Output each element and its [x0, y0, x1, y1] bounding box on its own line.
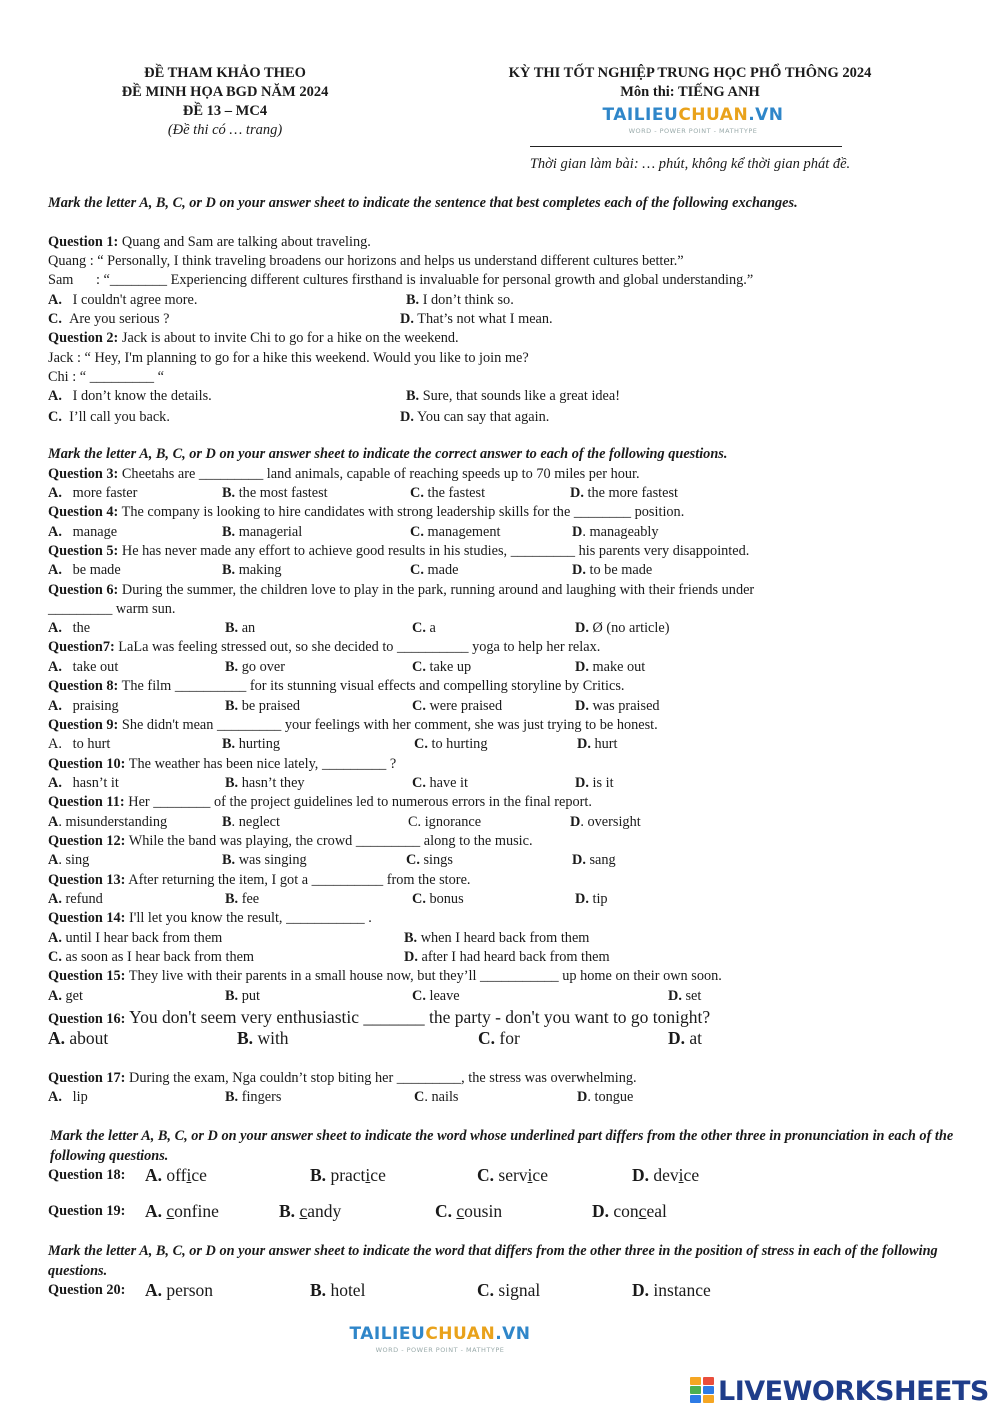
- q2-dialogue-chi: Chi : “ _________ “: [48, 369, 164, 385]
- q13-option-b[interactable]: B. fee: [225, 891, 260, 907]
- q17-option-c[interactable]: C. nails: [414, 1089, 459, 1105]
- q10-option-b[interactable]: B. hasn’t they: [225, 775, 305, 791]
- q6-option-b[interactable]: B. an: [225, 620, 256, 636]
- q9-option-a[interactable]: A. to hurt: [48, 736, 111, 752]
- q11-option-a[interactable]: A. misunderstanding: [48, 814, 168, 830]
- q13-option-d[interactable]: D. tip: [575, 891, 608, 907]
- q5-option-a[interactable]: A. be made: [48, 562, 121, 578]
- q14-option-d[interactable]: D. after I had heard back from them: [404, 949, 610, 965]
- q14-option-b[interactable]: B. when I heard back from them: [404, 930, 590, 946]
- question-5: Question 5: He has never made any effort to achieve good results in his studies, _________ his parents very disappointed.: [48, 543, 750, 559]
- tailieuchuan-logo-bottom: [340, 1325, 540, 1359]
- q18-option-b[interactable]: B. practice: [310, 1165, 386, 1185]
- q7-option-d[interactable]: D. make out: [575, 659, 646, 675]
- q11-option-b[interactable]: B. neglect: [222, 814, 280, 830]
- subject-title: Môn thi: TIẾNG ANH: [620, 84, 760, 100]
- question-9: Question 9: She didn't mean _________ your feelings with her comment, she was just trying to be honest.: [48, 717, 658, 733]
- q14-option-a[interactable]: A. until I hear back from them: [48, 930, 223, 946]
- q13-option-c[interactable]: C. bonus: [412, 891, 464, 907]
- tailieuchuan-logo: [593, 106, 793, 140]
- question-6: Question 6: During the summer, the children love to play in the park, running around and laughing with their friends under: [48, 582, 755, 598]
- question-6-cont: _________ warm sun.: [48, 601, 176, 617]
- q18-option-a[interactable]: A. office: [145, 1165, 207, 1185]
- q6-option-d[interactable]: D. Ø (no article): [575, 620, 670, 636]
- logo-word-3: .VN: [748, 105, 784, 125]
- question-17: Question 17: During the exam, Nga couldn’t stop biting her _________, the stress was overwhelming.: [48, 1070, 637, 1086]
- question-12: Question 12: While the band was playing, the crowd _________ along to the music.: [48, 833, 533, 849]
- q15-option-d[interactable]: D. set: [668, 988, 702, 1004]
- q9-option-c[interactable]: C. to hurting: [414, 736, 488, 752]
- q1-dialogue-quang: Quang : “ Personally, I think traveling broadens our horizons and helps us understand different cultures better.”: [48, 253, 684, 269]
- header-left-line2: ĐỀ MINH HỌA BGD NĂM 2024: [121, 84, 329, 100]
- logo-bottom-word-1: TAILIEU: [349, 1324, 426, 1344]
- q8-option-a[interactable]: A. praising: [48, 698, 119, 714]
- question-4: Question 4: The company is looking to hire candidates with strong leadership skills for the ________ position.: [48, 504, 685, 520]
- logo-bottom-tagline: WORD - POWER POINT - MATHTYPE: [375, 1346, 505, 1354]
- q10-option-d[interactable]: D. is it: [575, 775, 614, 791]
- logo-tagline: WORD - POWER POINT - MATHTYPE: [628, 127, 758, 135]
- q1-dialogue-sam: Sam : “________ Experiencing different cultures firsthand is invaluable for personal growth and global understanding.”: [48, 272, 754, 288]
- question-13: Question 13: After returning the item, I got a __________ from the store.: [48, 872, 471, 888]
- header-right: [470, 64, 910, 102]
- question-14: Question 14: I'll let you know the result, ___________ .: [48, 910, 372, 926]
- q8-option-c[interactable]: C. were praised: [412, 698, 503, 714]
- q6-option-c[interactable]: C. a: [412, 620, 436, 636]
- q6-option-a[interactable]: A. the: [48, 620, 91, 636]
- logo-word-2: CHUAN: [678, 105, 749, 125]
- q4-option-d[interactable]: D. manageably: [572, 524, 659, 540]
- q17-option-d[interactable]: D. tongue: [577, 1089, 634, 1105]
- q18-option-d[interactable]: D. device: [632, 1165, 700, 1185]
- liveworksheets-wordmark: LIVEWORKSHEETS: [718, 1375, 989, 1407]
- q8-option-d[interactable]: D. was praised: [575, 698, 660, 714]
- header-divider: [530, 146, 842, 147]
- q19-option-b[interactable]: B. candy: [279, 1201, 342, 1221]
- section-instruction-1: Mark the letter A, B, C, or D on your answer sheet to indicate the sentence that best completes each of the following exchanges.: [48, 195, 798, 211]
- q5-option-c[interactable]: C. made: [410, 562, 459, 578]
- q20-option-a[interactable]: A. person: [145, 1280, 214, 1300]
- q17-option-a[interactable]: A. lip: [48, 1089, 88, 1105]
- q2-option-a[interactable]: A. I don’t know the details.: [48, 388, 212, 404]
- q5-option-b[interactable]: B. making: [222, 562, 282, 578]
- q3-option-a[interactable]: A. more faster: [48, 485, 138, 501]
- liveworksheets-logo: [690, 1374, 989, 1408]
- q16-option-b[interactable]: B. with: [237, 1028, 289, 1048]
- q7-option-c[interactable]: C. take up: [412, 659, 472, 675]
- q7-option-a[interactable]: A. take out: [48, 659, 119, 675]
- q17-option-b[interactable]: B. fingers: [225, 1089, 282, 1105]
- q3-option-c[interactable]: C. the fastest: [410, 485, 486, 501]
- q16-option-a[interactable]: A. about: [48, 1028, 109, 1048]
- q9-option-b[interactable]: B. hurting: [222, 736, 280, 752]
- q9-option-d[interactable]: D. hurt: [577, 736, 618, 752]
- section-instruction-4: Mark the letter A, B, C, or D on your answer sheet to indicate the word that differs from the other three in the position of stress in each of the following questions.: [48, 1243, 938, 1279]
- question-10: Question 10: The weather has been nice lately, _________ ?: [48, 756, 397, 772]
- q3-option-b[interactable]: B. the most fastest: [222, 485, 328, 501]
- question-15: Question 15: They live with their parents in a small house now, but they’ll ___________ up home on their own soon.: [48, 968, 722, 984]
- question-7: Question7: LaLa was feeling stressed out, so she decided to __________ yoga to help her relax.: [48, 639, 601, 655]
- q8-option-b[interactable]: B. be praised: [225, 698, 301, 714]
- question-19: Question 19:: [48, 1203, 126, 1219]
- question-2: Question 2: Jack is about to invite Chi to go for a hike on the weekend.: [48, 330, 459, 346]
- q12-option-a[interactable]: A. sing: [48, 852, 90, 868]
- q7-option-b[interactable]: B. go over: [225, 659, 285, 675]
- exam-code: ĐỀ 13 – MC4: [182, 103, 268, 119]
- q13-option-a[interactable]: A. refund: [48, 891, 103, 907]
- logo-word-1: TAILIEU: [602, 105, 679, 125]
- q12-option-d[interactable]: D. sang: [572, 852, 616, 868]
- q1-option-d[interactable]: D. That’s not what I mean.: [400, 311, 553, 327]
- q12-option-b[interactable]: B. was singing: [222, 852, 307, 868]
- q3-option-d[interactable]: D. the more fastest: [570, 485, 678, 501]
- q11-option-d[interactable]: D. oversight: [570, 814, 641, 830]
- question-8: Question 8: The film __________ for its stunning visual effects and compelling storyline by Critics.: [48, 678, 625, 694]
- section-instruction-3: Mark the letter A, B, C, or D on your answer sheet to indicate the word whose underlined part differs from the other three in pronunciation in each of the following questions.: [50, 1128, 954, 1164]
- section-instruction-2: Mark the letter A, B, C, or D on your answer sheet to indicate the correct answer to each of the following questions.: [48, 446, 728, 462]
- q10-option-c[interactable]: C. have it: [412, 775, 468, 791]
- page-count-note: (Đề thi có … trang): [167, 122, 283, 138]
- question-18: Question 18:: [48, 1167, 126, 1183]
- question-20: Question 20:: [48, 1282, 126, 1298]
- q4-option-c[interactable]: C. management: [410, 524, 501, 540]
- q4-option-a[interactable]: A. manage: [48, 524, 118, 540]
- q2-option-b[interactable]: B. Sure, that sounds like a great idea!: [406, 388, 621, 404]
- header-left-line1: ĐỀ THAM KHẢO THEO: [144, 65, 306, 81]
- q19-option-c[interactable]: C. cousin: [435, 1201, 503, 1221]
- q10-option-a[interactable]: A. hasn’t it: [48, 775, 119, 791]
- q19-option-d[interactable]: D. conceal: [592, 1201, 667, 1221]
- question-1: Question 1: Quang and Sam are talking about traveling.: [48, 234, 371, 250]
- q18-option-c[interactable]: C. service: [477, 1165, 548, 1185]
- question-16: Question 16: You don't seem very enthusiastic _______ the party - don't you want to go tonight?: [48, 1007, 711, 1027]
- q1-option-b[interactable]: B. I don’t think so.: [406, 292, 514, 308]
- q12-option-c[interactable]: C. sings: [406, 852, 453, 868]
- q4-option-b[interactable]: B. managerial: [222, 524, 303, 540]
- q20-option-b[interactable]: B. hotel: [310, 1280, 366, 1300]
- q15-option-b[interactable]: B. put: [225, 988, 260, 1004]
- q16-option-d[interactable]: D. at: [668, 1028, 703, 1048]
- q15-option-c[interactable]: C. leave: [412, 988, 460, 1004]
- q16-option-c[interactable]: C. for: [478, 1028, 520, 1048]
- q19-option-a[interactable]: A. confine: [145, 1201, 219, 1221]
- exam-title: KỲ THI TỐT NGHIỆP TRUNG HỌC PHỔ THÔNG 2024: [508, 65, 872, 81]
- question-11: Question 11: Her ________ of the project guidelines led to numerous errors in the final report.: [48, 794, 592, 810]
- q20-option-c[interactable]: C. signal: [477, 1280, 541, 1300]
- question-3: Question 3: Cheetahs are _________ land animals, capable of reaching speeds up to 70 miles per hour.: [48, 466, 640, 482]
- q2-dialogue-jack: Jack : “ Hey, I'm planning to go for a hike this weekend. Would you like to join me?: [48, 350, 529, 366]
- q5-option-d[interactable]: D. to be made: [572, 562, 653, 578]
- liveworksheets-icon: [690, 1377, 714, 1405]
- q20-option-d[interactable]: D. instance: [632, 1280, 711, 1300]
- q11-option-c[interactable]: C. ignorance: [408, 814, 482, 830]
- header-left: [100, 64, 350, 140]
- logo-bottom-word-2: CHUAN: [425, 1324, 496, 1344]
- time-note: Thời gian làm bài: … phút, không kể thời gian phát đề.: [529, 156, 851, 172]
- q15-option-a[interactable]: A. get: [48, 988, 83, 1004]
- q14-option-c[interactable]: C. as soon as I hear back from them: [48, 949, 255, 965]
- q2-option-d[interactable]: D. You can say that again.: [400, 409, 550, 425]
- logo-bottom-word-3: .VN: [495, 1324, 531, 1344]
- q2-option-c[interactable]: C. I’ll call you back.: [48, 409, 170, 425]
- q1-option-a[interactable]: A. I couldn't agree more.: [48, 292, 198, 308]
- q1-option-c[interactable]: C. Are you serious ?: [48, 311, 170, 327]
